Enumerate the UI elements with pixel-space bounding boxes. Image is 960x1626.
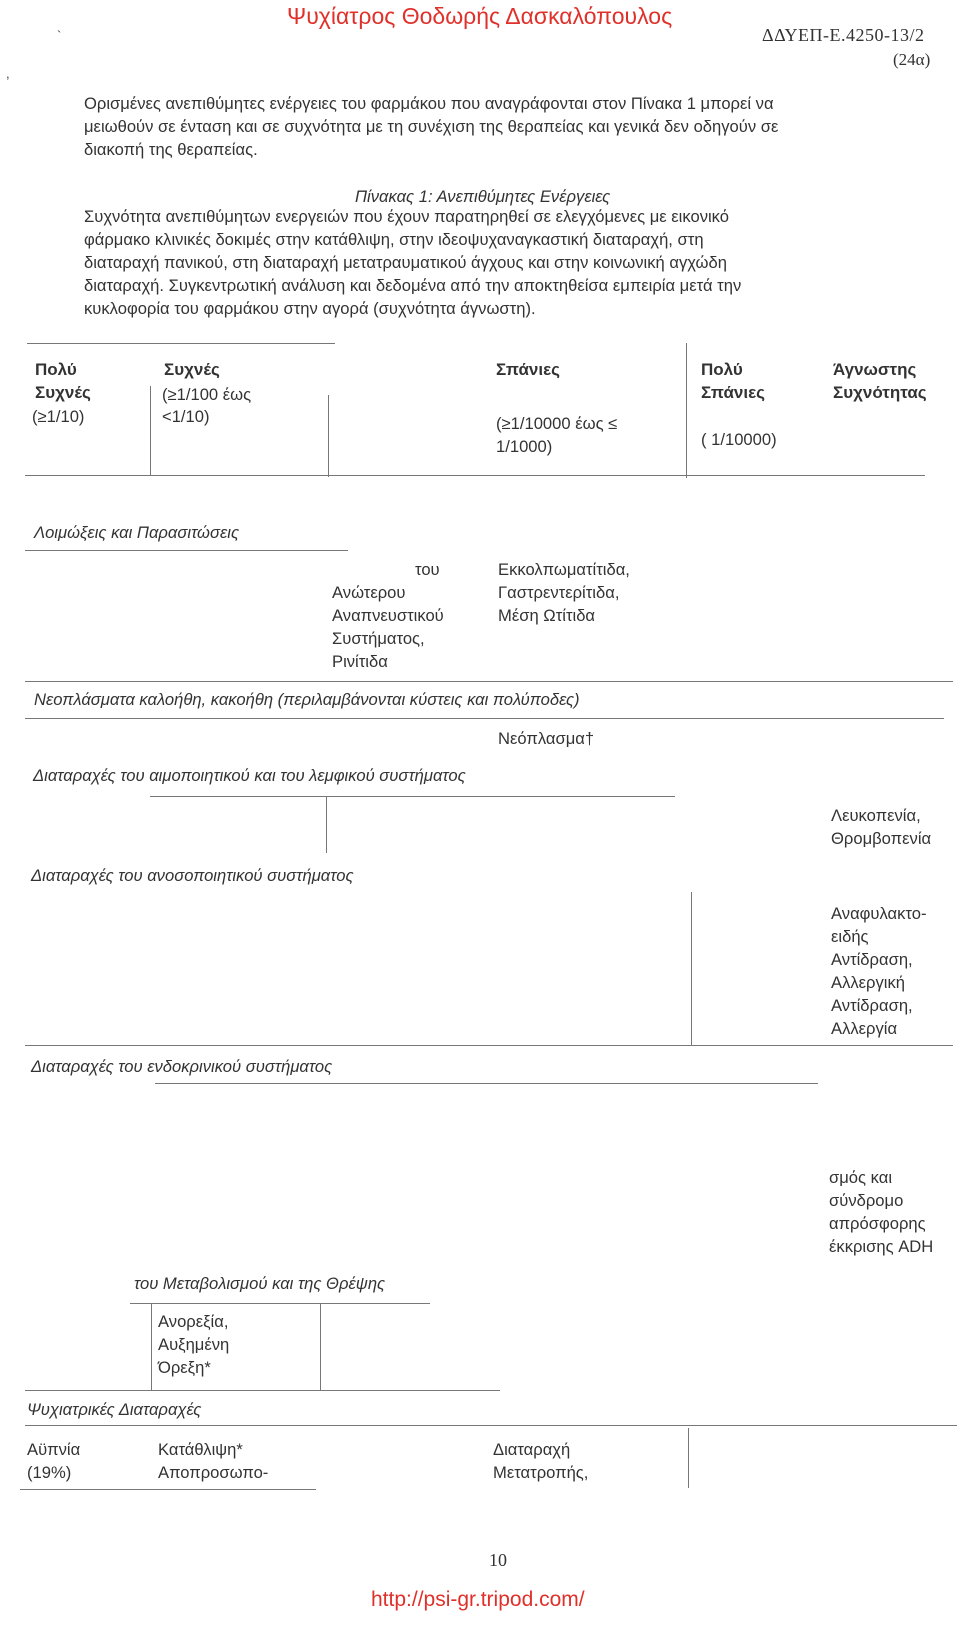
table-rule xyxy=(326,796,327,853)
table-rule xyxy=(25,550,348,551)
table-rule xyxy=(25,1425,957,1426)
col-unknown-header-2: Συχνότητας xyxy=(833,383,927,402)
table-note-line: φάρμακο κλινικές δοκιμές στην κατάθλιψη, στην ιδεοψυχαναγκαστική διαταραχή, στη xyxy=(84,230,704,249)
table-rule xyxy=(691,892,692,1045)
table-rule xyxy=(151,1303,152,1390)
table-note-line: διαταραχή. Συγκεντρωτική ανάλυση και δεδομένα από την αποκτηθείσα εμπειρία μετά την xyxy=(84,276,742,295)
immune-unknown-line: Αλλεργία xyxy=(831,1019,898,1038)
table-rule xyxy=(20,1489,316,1490)
col-rare-range: (≥1/10000 έως ≤ xyxy=(496,414,618,433)
col-common-range: (≥1/100 έως xyxy=(162,385,252,404)
col-common-range-2: <1/10) xyxy=(162,407,210,426)
metabolism-common-line: Όρεξη* xyxy=(158,1358,211,1377)
immune-unknown-line: ειδής xyxy=(831,927,869,946)
table-rule xyxy=(25,1390,500,1391)
table-rule xyxy=(25,718,944,719)
infections-rare-line: Γαστρεντερίτιδα, xyxy=(498,583,620,602)
immune-unknown-line: Αναφυλακτο- xyxy=(831,904,927,923)
table-note-line: διαταραχή πανικού, στη διαταραχή μετατραυματικού άγχους και στην κοινωνική αγχώδη xyxy=(84,253,727,272)
endocrine-unknown-line: σμός και xyxy=(829,1168,893,1187)
col-very-common-header: Πολύ xyxy=(35,360,77,379)
intro-line: μειωθούν σε ένταση και σε συχνότητα με τη συνέχιση της θεραπείας και γενικά δεν οδηγούν σε xyxy=(84,117,779,136)
table-rule xyxy=(25,475,925,476)
table-rule xyxy=(688,1428,689,1488)
metabolism-common-line: Ανορεξία, xyxy=(158,1312,229,1331)
col-very-common-range: (≥1/10) xyxy=(32,407,85,426)
section-title-infections: Λοιμώξεις και Παρασιτώσεις xyxy=(34,523,240,542)
section-title-psychiatric: Ψυχιατρικές Διαταραχές xyxy=(27,1400,202,1419)
table-rule xyxy=(25,1045,953,1046)
col-common-header: Συχνές xyxy=(164,360,220,379)
section-title-neoplasms: Νεοπλάσματα καλοήθη, κακοήθη (περιλαμβάνονται κύστεις και πολύποδες) xyxy=(34,690,580,709)
endocrine-unknown-line: έκκρισης ADH xyxy=(829,1237,934,1256)
table-rule xyxy=(328,395,329,477)
intro-line: Ορισμένες ανεπιθύμητες ενέργειες του φαρμάκου που αναγράφονται στον Πίνακα 1 μπορεί να xyxy=(84,94,774,113)
infections-rare-line: Εκκολπωματίτιδα, xyxy=(498,560,630,579)
col-very-rare-range: ( 1/10000) xyxy=(701,430,777,449)
psychiatric-very-common-line: (19%) xyxy=(27,1463,72,1482)
table-caption: Πίνακας 1: Ανεπιθύμητες Ενέργειες xyxy=(355,187,611,206)
infections-common-line: Συστήματος, xyxy=(332,629,425,648)
document-code: ΔΔΥΕΠ-Ε.4250-13/2 xyxy=(762,25,925,45)
infections-common-line: του xyxy=(415,560,440,579)
footer-url[interactable]: http://psi-gr.tripod.com/ xyxy=(371,1588,585,1611)
scan-mark: , xyxy=(6,66,10,81)
blood-unknown-line: Λευκοπενία, xyxy=(831,806,921,825)
immune-unknown-line: Αλλεργική xyxy=(831,973,906,992)
table-rule xyxy=(686,343,687,478)
endocrine-unknown-line: σύνδρομο xyxy=(829,1191,904,1210)
immune-unknown-line: Αντίδραση, xyxy=(831,950,913,969)
header-title: Ψυχίατρος Θοδωρής Δασκαλόπουλος xyxy=(287,3,673,29)
infections-common-line: Ρινίτιδα xyxy=(332,652,388,671)
table-rule xyxy=(27,343,335,344)
endocrine-unknown-line: απρόσφορης xyxy=(829,1214,926,1233)
table-rule xyxy=(150,386,151,476)
psychiatric-rare-line: Διαταραχή xyxy=(493,1440,571,1459)
table-note-line: Συχνότητα ανεπιθύμητων ενεργειών που έχουν παρατηρηθεί σε ελεγχόμενες με εικονικό xyxy=(84,207,730,226)
psychiatric-rare-line: Μετατροπής, xyxy=(493,1463,589,1482)
intro-line: διακοπή της θεραπείας. xyxy=(84,140,258,159)
section-title-endocrine: Διαταραχές του ενδοκρινικού συστήματος xyxy=(31,1057,333,1076)
infections-common-line: Αναπνευστικού xyxy=(332,606,444,625)
table-rule xyxy=(25,681,953,682)
col-unknown-header: Άγνωστης xyxy=(833,360,917,379)
metabolism-common-line: Αυξημένη xyxy=(158,1335,230,1354)
neoplasms-rare: Νεόπλασμα† xyxy=(498,729,595,748)
document-subcode: (24α) xyxy=(893,50,931,69)
psychiatric-very-common-line: Αϋπνία xyxy=(27,1440,81,1459)
psychiatric-common-line: Αποπροσωπο- xyxy=(158,1463,269,1482)
col-rare-range-2: 1/1000) xyxy=(496,437,553,456)
section-title-metabolism: του Μεταβολισμού και της Θρέψης xyxy=(134,1274,386,1293)
col-very-common-header-2: Συχνές xyxy=(35,383,91,402)
section-title-blood: Διαταραχές του αιμοποιητικού και του λεμφικού συστήματος xyxy=(33,766,466,785)
col-very-rare-header: Πολύ xyxy=(701,360,743,379)
psychiatric-common-line: Κατάθλιψη* xyxy=(158,1440,243,1459)
col-rare-header: Σπάνιες xyxy=(496,360,560,379)
table-rule xyxy=(320,1303,321,1390)
table-rule xyxy=(150,796,675,797)
page-number: 10 xyxy=(489,1550,507,1570)
infections-rare-line: Μέση Ωτίτιδα xyxy=(498,606,596,625)
blood-unknown-line: Θρομβοπενία xyxy=(831,829,932,848)
section-title-immune: Διαταραχές του ανοσοποιητικού συστήματος xyxy=(31,866,354,885)
immune-unknown-line: Αντίδραση, xyxy=(831,996,913,1015)
table-note-line: κυκλοφορία του φαρμάκου στην αγορά (συχνότητα άγνωστη). xyxy=(84,299,536,318)
infections-common-line: Ανώτερου xyxy=(332,583,406,602)
col-very-rare-header-2: Σπάνιες xyxy=(701,383,765,402)
table-rule xyxy=(130,1303,430,1304)
scan-mark: ` xyxy=(57,28,62,43)
table-rule xyxy=(155,1083,818,1084)
